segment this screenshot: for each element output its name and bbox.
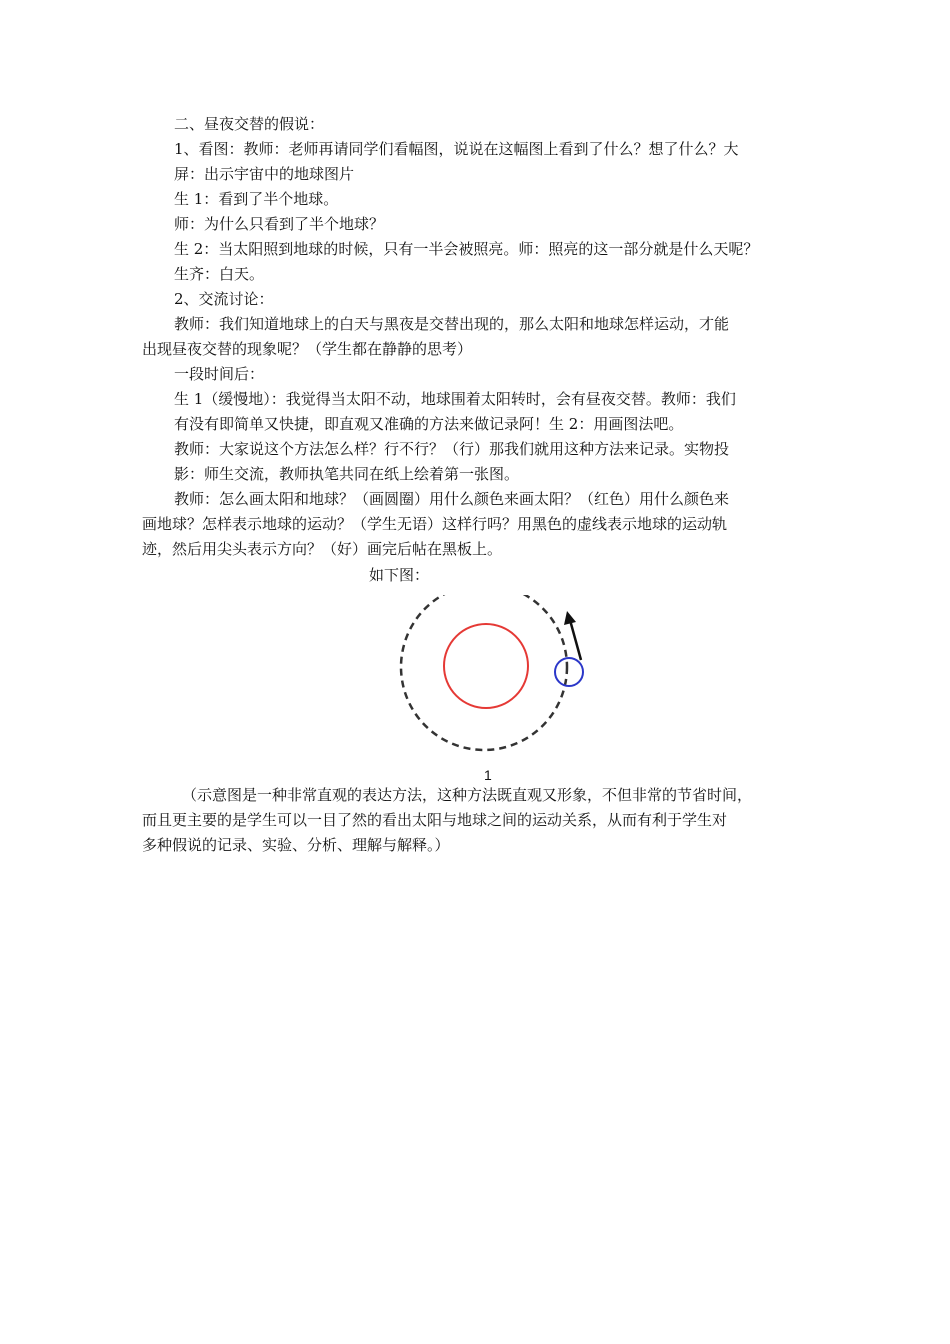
earth-orbit-dashed-path (401, 595, 567, 750)
figure-caption: 如下图： (369, 566, 430, 584)
earth-circle (555, 658, 583, 686)
paragraph-line: 生 1（缓慢地）：我觉得当太阳不动，地球围着太阳转时，会有昼夜交替。教师：我们 (174, 390, 736, 408)
paragraph-line: 画地球？怎样表示地球的运动？（学生无语）这样行吗？用黑色的虚线表示地球的运动轨 (142, 515, 728, 533)
motion-arrow-head-icon (564, 611, 576, 625)
paragraph-line: 一段时间后： (174, 365, 265, 383)
paragraph-line: 多种假说的记录、实验、分析、理解与解释。） (142, 836, 450, 854)
paragraph-line: 生 1：看到了半个地球。 (174, 190, 339, 208)
paragraph-line: 生 2：当太阳照到地球的时候，只有一半会被照亮。师：照亮的这一部分就是什么天呢？ (174, 240, 759, 258)
section-subheading: 2、交流讨论： (174, 290, 274, 308)
paragraph-line: 迹，然后用尖头表示方向？（好）画完后帖在黑板上。 (142, 540, 503, 558)
paragraph-line: 教师：大家说这个方法怎么样？行不行？（行）那我们就用这种方法来记录。实物投 (174, 440, 730, 458)
sun-circle (444, 624, 528, 708)
paragraph-line: 生齐：白天。 (174, 265, 265, 283)
paragraph-line: 教师：怎么画太阳和地球？（画圆圈）用什么颜色来画太阳？（红色）用什么颜色来 (174, 490, 730, 508)
paragraph-line: （示意图是一种非常直观的表达方法，这种方法既直观又形象，不但非常的节省时间， (182, 786, 753, 804)
paragraph-line: 影：师生交流，教师执笔共同在纸上绘着第一张图。 (174, 465, 520, 483)
paragraph-line: 而且更主要的是学生可以一目了然的看出太阳与地球之间的运动关系，从而有利于学生对 (142, 811, 728, 829)
paragraph-line: 1、看图：教师：老师再请同学们看幅图，说说在这幅图上看到了什么？想了什么？大 (174, 140, 739, 158)
paragraph-line: 有没有即简单又快捷，即直观又准确的方法来做记录阿！生 2：用画图法吧。 (174, 415, 684, 433)
paragraph-line: 师：为什么只看到了半个地球？ (174, 215, 385, 233)
motion-arrow-shaft (570, 620, 581, 660)
orbit-diagram (390, 595, 600, 760)
paragraph-line: 教师：我们知道地球上的白天与黑夜是交替出现的，那么太阳和地球怎样运动，才能 (174, 315, 730, 333)
section-heading: 二、昼夜交替的假说： (174, 115, 325, 133)
paragraph-line: 出现昼夜交替的现象呢？（学生都在静静的思考） (142, 340, 473, 358)
paragraph-line: 屏：出示宇宙中的地球图片 (174, 165, 355, 183)
page-number: 1 (484, 767, 492, 783)
